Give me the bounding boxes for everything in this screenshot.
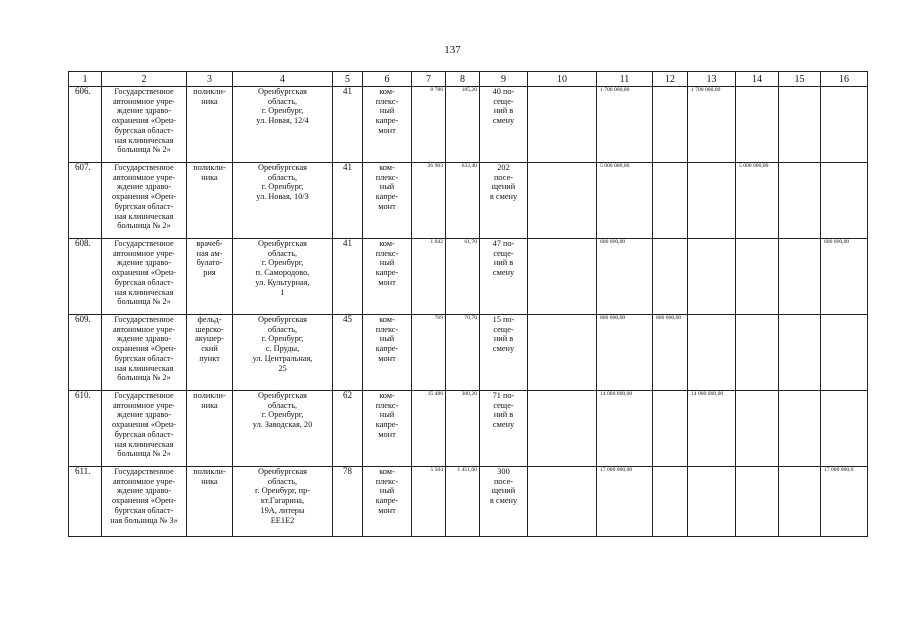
col10-cell: [528, 87, 597, 163]
col-header: 5: [333, 72, 363, 87]
col15-cell: [779, 239, 821, 315]
work-type-cell: ком- плекс- ный капре- монт: [363, 87, 412, 163]
col10-cell: [528, 315, 597, 391]
col14-cell: [736, 467, 779, 537]
facility-type-cell: поликли- ника: [187, 391, 233, 467]
organization-cell: Государственное автономное учре- ждение здраво- охранения «Орен- бургская област- ная клиническая больница № 2»: [102, 239, 187, 315]
col7-cell: 26 903: [412, 163, 446, 239]
table-row: [69, 467, 868, 537]
col5-cell: 41: [333, 239, 363, 315]
row-number: 610.: [69, 391, 102, 467]
col14-cell: [736, 315, 779, 391]
facility-type-cell: поликли- ника: [187, 87, 233, 163]
col5-cell: 78: [333, 467, 363, 537]
col8-cell: 185,20: [446, 87, 480, 163]
col7-cell: 769: [412, 315, 446, 391]
organization-cell: Государственное автономное учре- ждение здраво- охранения «Орен- бургская област- ная клиническая больница № 2»: [102, 391, 187, 467]
capacity-cell: 202 посе- щений в смену: [480, 163, 528, 239]
address-cell: Оренбургская область, г. Оренбург, с. Пруды, ул. Центральная, 25: [233, 315, 333, 391]
col14-cell: [736, 239, 779, 315]
row-number: 606.: [69, 87, 102, 163]
table-row: [69, 391, 868, 467]
col10-cell: [528, 391, 597, 467]
col12-cell: [653, 239, 688, 315]
col-header: 15: [779, 72, 821, 87]
col-header: 2: [102, 72, 187, 87]
work-type-cell: ком- плекс- ный капре- монт: [363, 163, 412, 239]
capacity-cell: 71 по- сеще- ний в смену: [480, 391, 528, 467]
col13-cell: 1 700 000,00: [688, 87, 736, 163]
col12-cell: [653, 391, 688, 467]
col8-cell: 632,40: [446, 163, 480, 239]
col12-cell: [653, 87, 688, 163]
table-row: [69, 239, 868, 315]
address-cell: Оренбургская область, г. Оренбург, п. Самородово, ул. Культурная, 1: [233, 239, 333, 315]
col5-cell: 41: [333, 163, 363, 239]
col15-cell: [779, 315, 821, 391]
col10-cell: [528, 163, 597, 239]
col-header: 3: [187, 72, 233, 87]
page-number: 137: [444, 44, 461, 56]
col-header: 7: [412, 72, 446, 87]
col8-cell: 300,20: [446, 391, 480, 467]
col-header: 9: [480, 72, 528, 87]
row-number: 609.: [69, 315, 102, 391]
row-number: 611.: [69, 467, 102, 537]
facilities-table: [68, 71, 868, 537]
organization-cell: Государственное автономное учре- ждение здраво- охранения «Орен- бургская област- ная больница № 3»: [102, 467, 187, 537]
col8-cell: 61,70: [446, 239, 480, 315]
col12-cell: [653, 467, 688, 537]
col15-cell: [779, 163, 821, 239]
address-cell: Оренбургская область, г. Оренбург, ул. Новая, 10/3: [233, 163, 333, 239]
col16-cell: 600 000,00: [821, 239, 868, 315]
table-row: [69, 87, 868, 163]
organization-cell: Государственное автономное учре- ждение здраво- охранения «Орен- бургская област- ная клиническая больница № 2»: [102, 163, 187, 239]
col15-cell: [779, 87, 821, 163]
address-cell: Оренбургская область, г. Оренбург, пр- кт.Гагарина, 19А, литеры ЕЕ1Е2: [233, 467, 333, 537]
col-header: 14: [736, 72, 779, 87]
row-number: 608.: [69, 239, 102, 315]
facility-type-cell: поликли- ника: [187, 163, 233, 239]
col5-cell: 62: [333, 391, 363, 467]
col12-cell: [653, 163, 688, 239]
col-header: 8: [446, 72, 480, 87]
col11-cell: 800 000,00: [597, 315, 653, 391]
col-header: 16: [821, 72, 868, 87]
facility-type-cell: поликли- ника: [187, 467, 233, 537]
col-header: 1: [69, 72, 102, 87]
capacity-cell: 15 по- сеще- ний в смену: [480, 315, 528, 391]
col10-cell: [528, 239, 597, 315]
col-header: 4: [233, 72, 333, 87]
col8-cell: 1 451,00: [446, 467, 480, 537]
col14-cell: [736, 391, 779, 467]
col14-cell: [736, 87, 779, 163]
address-cell: Оренбургская область, г. Оренбург, ул. Заводская, 20: [233, 391, 333, 467]
header-row: [69, 72, 868, 87]
capacity-cell: 40 по- сеще- ний в смену: [480, 87, 528, 163]
col7-cell: 8 786: [412, 87, 446, 163]
col-header: 12: [653, 72, 688, 87]
col15-cell: [779, 467, 821, 537]
col13-cell: [688, 467, 736, 537]
work-type-cell: ком- плекс- ный капре- монт: [363, 467, 412, 537]
address-cell: Оренбургская область, г. Оренбург, ул. Новая, 12/4: [233, 87, 333, 163]
facility-type-cell: врачеб- ная ам- булато- рия: [187, 239, 233, 315]
row-number: 607.: [69, 163, 102, 239]
organization-cell: Государственное автономное учре- ждение здраво- охранения «Орен- бургская област- ная клиническая больница № 2»: [102, 87, 187, 163]
col16-cell: [821, 163, 868, 239]
col5-cell: 45: [333, 315, 363, 391]
col11-cell: 14 000 000,00: [597, 391, 653, 467]
facility-type-cell: фельд- шерско- акушер- ский пункт: [187, 315, 233, 391]
col16-cell: [821, 87, 868, 163]
work-type-cell: ком- плекс- ный капре- монт: [363, 315, 412, 391]
col14-cell: 5 000 000,00: [736, 163, 779, 239]
col-header: 10: [528, 72, 597, 87]
work-type-cell: ком- плекс- ный капре- монт: [363, 391, 412, 467]
col11-cell: 17 000 000,00: [597, 467, 653, 537]
col7-cell: 5 504: [412, 467, 446, 537]
work-type-cell: ком- плекс- ный капре- монт: [363, 239, 412, 315]
col16-cell: [821, 391, 868, 467]
col13-cell: [688, 163, 736, 239]
col-header: 6: [363, 72, 412, 87]
col8-cell: 70,70: [446, 315, 480, 391]
col5-cell: 41: [333, 87, 363, 163]
col15-cell: [779, 391, 821, 467]
table-row: [69, 163, 868, 239]
col13-cell: 14 000 000,00: [688, 391, 736, 467]
col7-cell: 15 486: [412, 391, 446, 467]
col16-cell: 17 000 000,0: [821, 467, 868, 537]
capacity-cell: 47 по- сеще- ний в смену: [480, 239, 528, 315]
col11-cell: 1 700 000,00: [597, 87, 653, 163]
col12-cell: 800 000,00: [653, 315, 688, 391]
col10-cell: [528, 467, 597, 537]
table-row: [69, 315, 868, 391]
col-header: 13: [688, 72, 736, 87]
col11-cell: 600 000,00: [597, 239, 653, 315]
col13-cell: [688, 315, 736, 391]
organization-cell: Государственное автономное учре- ждение здраво- охранения «Орен- бургская област- ная клиническая больница № 2»: [102, 315, 187, 391]
capacity-cell: 300 посе- щений в смену: [480, 467, 528, 537]
col13-cell: [688, 239, 736, 315]
col11-cell: 5 000 000,00: [597, 163, 653, 239]
col16-cell: [821, 315, 868, 391]
col7-cell: 1 042: [412, 239, 446, 315]
col-header: 11: [597, 72, 653, 87]
